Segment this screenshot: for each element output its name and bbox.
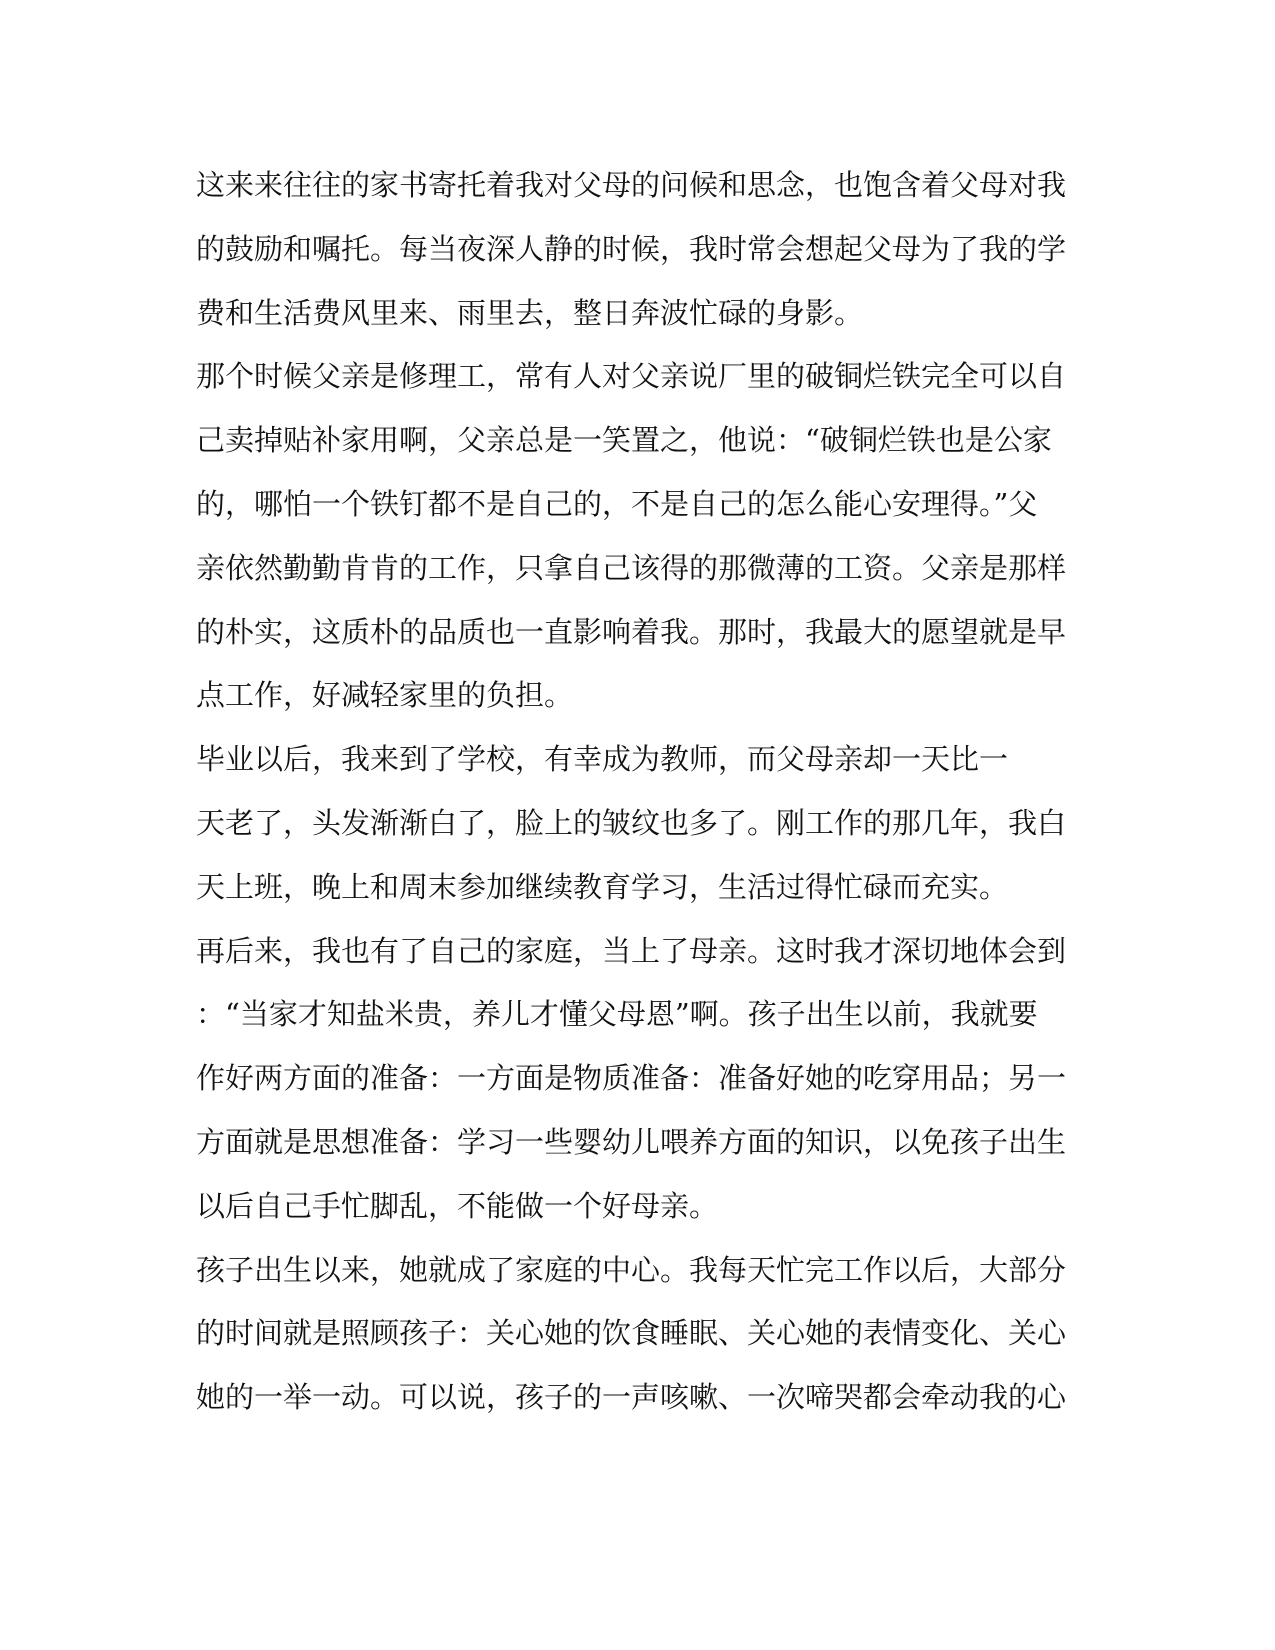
text-line: 点工作，好减轻家里的负担。: [196, 678, 574, 713]
body-text: [196, 154, 1076, 1430]
text-line: 的鼓励和嘱托。每当夜深人静的时候，我时常会想起父母为了我的学: [196, 231, 1067, 266]
text-line: 这来来往往的家书寄托着我对父母的问候和思念，也饱含着父母对我: [196, 168, 1067, 202]
text-line: 天老了，头发渐渐白了，脸上的皱纹也多了。刚工作的那几年，我白: [196, 805, 1067, 840]
text-line: 的时间就是照顾孩子：关心她的饮食睡眠、关心她的表情变化、关心: [196, 1316, 1067, 1351]
text-line: 以后自己手忙脚乱，不能做一个好母亲。: [196, 1188, 719, 1223]
text-line: 己卖掉贴补家用啊，父亲总是一笑置之，他说：“破铜烂铁也是公家: [196, 423, 1052, 458]
text-line: 作好两方面的准备：一方面是物质准备：准备好她的吃穿用品；另一: [196, 1061, 1067, 1096]
text-line: ：“当家才知盐米贵，养儿才懂父母恩”啊。孩子出生以前，我就要: [196, 997, 1038, 1032]
text-line: 的朴实，这质朴的品质也一直影响着我。那时，我最大的愿望就是早: [196, 614, 1067, 649]
text-line: 亲依然勤勤肯肯的工作，只拿自己该得的那微薄的工资。父亲是那样: [196, 550, 1067, 585]
text-line: 孩子出生以来，她就成了家庭的中心。我每天忙完工作以后，大部分: [196, 1252, 1067, 1287]
text-line: 那个时候父亲是修理工，常有人对父亲说厂里的破铜烂铁完全可以自: [196, 359, 1067, 394]
text-line: 毕业以后，我来到了学校，有幸成为教师，而父母亲却一天比一: [196, 742, 1009, 777]
text-line: 方面就是思想准备：学习一些婴幼儿喂养方面的知识，以免孩子出生: [196, 1124, 1067, 1159]
text-line: 的，哪怕一个铁钉都不是自己的，不是自己的怎么能心安理得。”父: [196, 486, 1038, 521]
text-line: 再后来，我也有了自己的家庭，当上了母亲。这时我才深切地体会到: [196, 933, 1067, 968]
text-line: 她的一举一动。可以说，孩子的一声咳嗽、一次啼哭都会牵动我的心: [196, 1380, 1067, 1415]
text-line: 费和生活费风里来、雨里去，整日奔波忙碌的身影。: [196, 295, 864, 330]
text-line: 天上班，晚上和周末参加继续教育学习，生活过得忙碌而充实。: [196, 869, 1009, 904]
